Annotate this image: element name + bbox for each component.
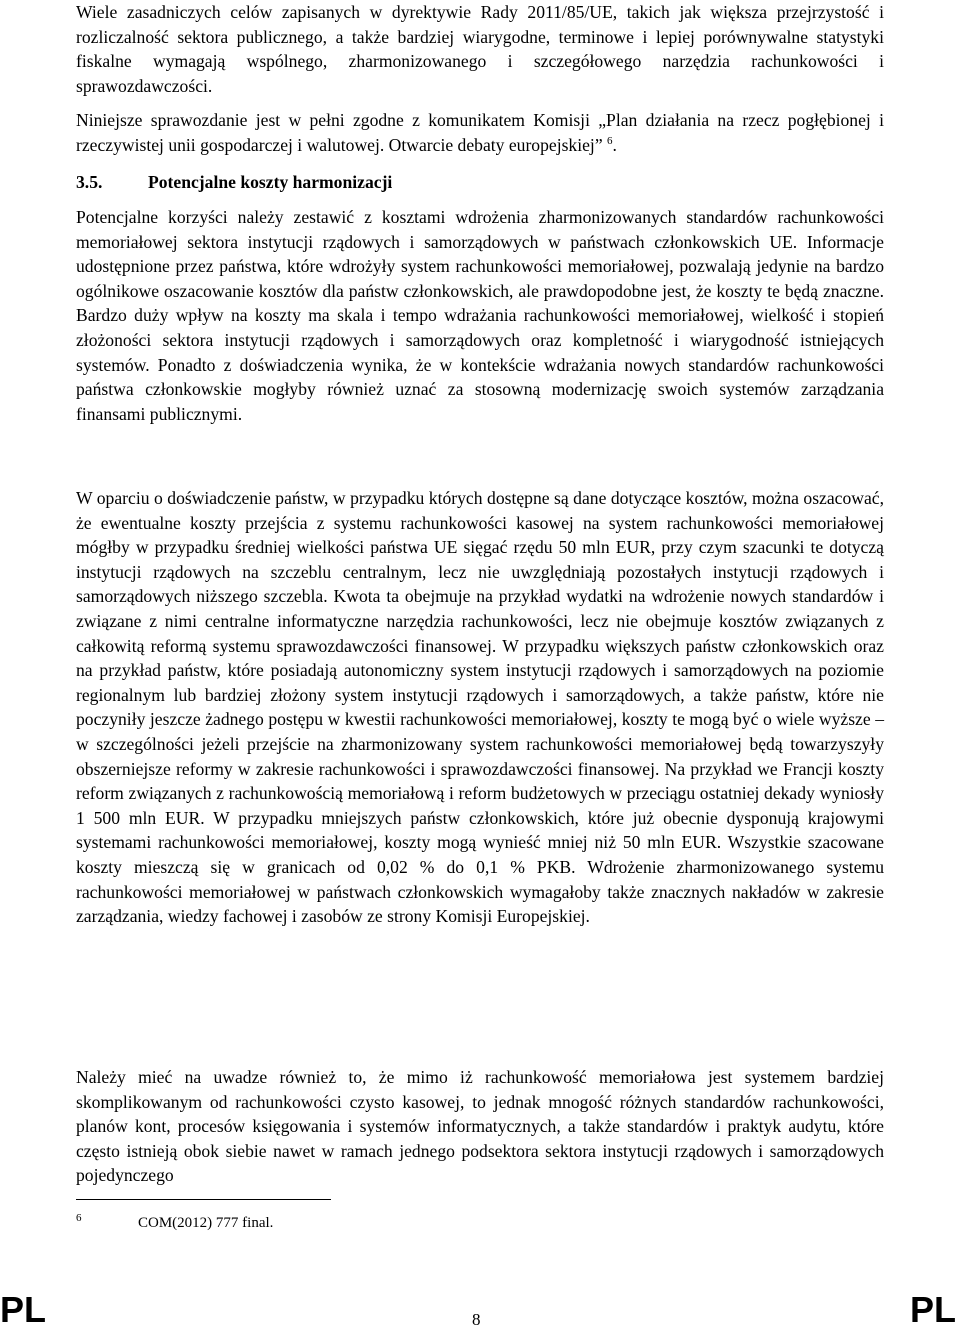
page-number: 8 <box>472 1310 481 1329</box>
footnote <box>76 1208 273 1233</box>
paragraph-4: W oparciu o doświadczenie państw, w przypadku których dostępne są dane dotyczące kosztów, można oszacować, że ewentualne koszty przejścia z systemu rachunkowości kasowej na system rachunkowości memoriałowej mógłby w przypadku średniej wielkości państwa UE sięgać rzędu 50 mln EUR, przy czym szacunki te dotyczą instytucji rządowych na szczeblu centralnym, lecz nie uwzględniają pozostałych instytucji rządowych i samorządowych niższego szczebla. Kwota ta obejmuje na przykład wydatki na wdrożenie nowych standardów i związane z nimi centralne informatyczne narzędzia rachunkowości, lecz nie obejmuje kosztów związanych z całkowitą reformą systemu sprawozdawczości finansowej. W przypadku większych państw członkowskich oraz na przykład państw, które posiadają autonomiczny system instytucji rządowych i samorządowych na poziomie regionalnym lub bardziej złożony system instytucji rządowych i samorządowych, a także państw, które nie poczyniły jeszcze żadnego postępu w kwestii rachunkowości memoriałowej, koszty te mogą być o wiele wyższe – w szczególności jeżeli przejście na zharmonizowany system rachunkowości memoriałowej będą towarzyszyły obszerniejsze reformy w zakresie rachunkowości i sprawozdawczości finansowej. Na przykład we Francji koszty reform związanych z rachunkowością memoriałową i reform budżetowych w przeciągu ostatniej dekady wyniosły 1 500 mln EUR. W przypadku mniejszych państw członkowskich, które już obecnie dysponują krajowymi systemami rachunkowości memoriałowej, koszty mogą wynieść mniej niż 50 mln EUR. Wszystkie szacowane koszty mieszczą się w granicach od 0,02 % do 0,1 % PKB. Wdrożenie zharmonizowanego systemu rachunkowości memoriałowej w państwach członkowskich wymagałoby także znacznych nakładów w zakresie zarządzania, wiedzy fachowej i zasobów ze strony Komisji Europejskiej. <box>76 488 884 927</box>
paragraph-2-text: Niniejsze sprawozdanie jest w pełni zgodne z komunikatem Komisji „Plan działania na rzecz pogłębionej i rzeczywistej unii gospodarczej i walutowej. Otwarcie debaty europejskiej” <box>76 110 884 155</box>
paragraph-5: Należy mieć na uwadze również to, że mimo iż rachunkowość memoriałowa jest systemem bardziej skomplikowanym od rachunkowości czysto kasowej, to jednak mnogość różnych standardów rachunkowości, planów kont, procesów księgowania i systemów informatycznych, a także standardów i praktyk audytu, które często istnieją obok siebie nawet w ramach jednego podsektora sektora instytucji rządowych i samorządowych pojedynczego <box>76 1067 884 1186</box>
footnote-separator <box>76 1199 331 1200</box>
footnote-text: COM(2012) 777 final. <box>138 1215 274 1231</box>
footer-language-right: PL <box>909 1289 956 1330</box>
section-number: 3.5. <box>76 172 103 192</box>
paragraph-3: Potencjalne korzyści należy zestawić z kosztami wdrożenia zharmonizowanych standardów rachunkowości memoriałowej sektora instytucji rządowych i samorządowych w państwach członkowskich UE. Informacje udostępnione przez państwa, które wdrożyły system rachunkowości memoriałowej, pozwalają jedynie na bardzo ogólnikowe oszacowanie kosztów dla państw członkowskich, ale prawdopodobne jest, że koszty te będą znaczne. Bardzo duży wpływ na koszty ma skala i tempo wdrażania rachunkowości memoriałowej, wielkość i stopień złożoności sektora instytucji rządowych i samorządowych oraz kompletność i wiarygodność istniejących systemów. Ponadto z doświadczenia wynika, że w kontekście wdrażania nowych standardów rachunkowości państwa członkowskie mogłyby również uznać za stosowną modernizację swoich systemów zarządzania finansami publicznymi. <box>76 207 884 424</box>
paragraph-2-end: . <box>612 134 617 155</box>
paragraph-2 <box>76 108 884 157</box>
footnote-number: 6 <box>76 1212 82 1224</box>
paragraph-1: Wiele zasadniczych celów zapisanych w dyrektywie Rady 2011/85/UE, takich jak większa przejrzystość i rozliczalność sektora publicznego, a także bardziej wiarygodne, terminowe i lepiej porównywalne statystyki fiskalne wymagają wspólnego, zharmonizowanego i szczegółowego narzędzia rachunkowości i sprawozdawczości. <box>76 2 884 96</box>
footer-language-left: PL <box>0 1289 47 1330</box>
section-heading <box>76 170 392 194</box>
section-title: Potencjalne koszty harmonizacji <box>148 172 393 192</box>
footnote-reference[interactable]: 6 <box>607 134 613 147</box>
